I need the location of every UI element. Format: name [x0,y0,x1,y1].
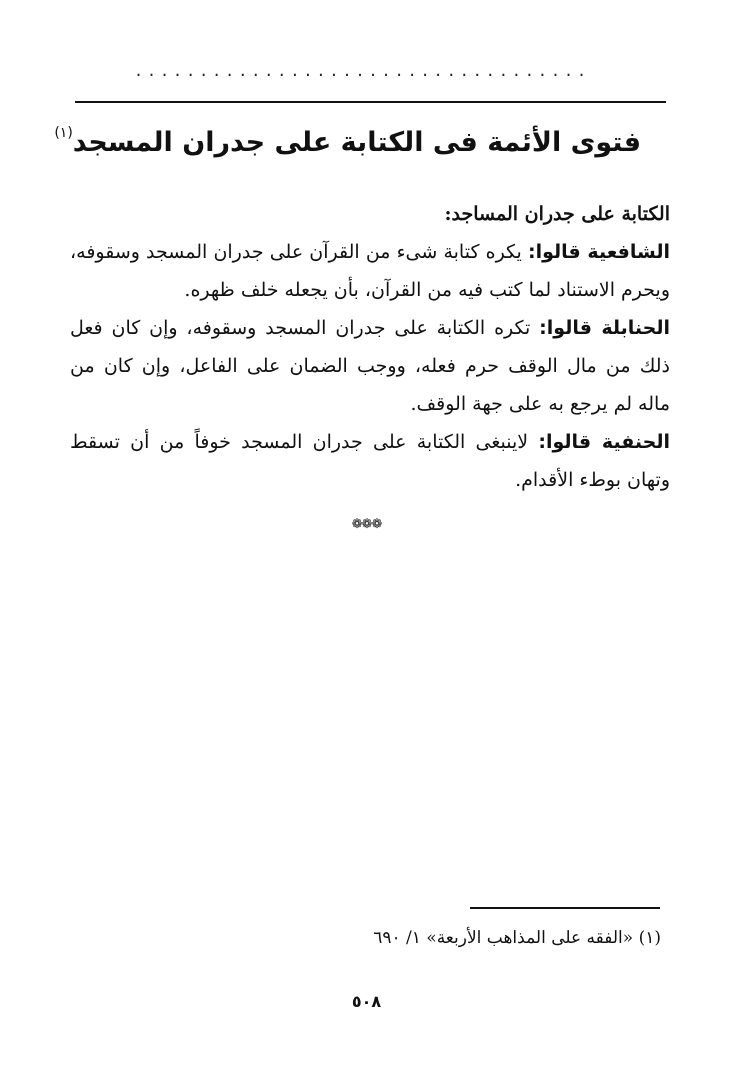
header-dotted-line: ................................... [133,62,591,80]
paragraph-hanbali [70,309,670,423]
paragraph-shafii [70,233,670,309]
page-number: ٥٠٨ [351,992,382,1011]
paragraph-hanafi [70,423,670,499]
footnote-rule [470,907,660,909]
page-title-text: فتوى الأئمة فى الكتابة على جدران المسجد [72,127,641,158]
paragraph-lead: الشافعية قالوا: [527,241,670,263]
paragraph-lead: الحنفية قالوا: [538,431,670,453]
paragraph-lead: الحنابلة قالوا: [539,317,670,339]
paragraph-text: تكره الكتابة على جدران المسجد وسقوفه، وإن كان فعل ذلك من مال الوقف حرم فعله، ووجب الضمان على الفاعل، وإن كان من ماله لم يرجع به على جهة الوقف. [70,317,670,415]
header-rule [75,101,666,103]
section-heading: الكتابة على جدران المساجد: [444,203,670,225]
page-title [54,108,641,168]
title-footnote-marker: (١) [54,125,73,141]
paragraph-text: لاينبغى الكتابة على جدران المسجد خوفاً من أن تسقط وتهان بوطء الأقدام. [70,431,670,491]
section-ornament: ❁❁❁ [351,517,382,532]
body-text [70,195,670,499]
paragraph-text: يكره كتابة شىء من القرآن على جدران المسجد وسقوفه، ويحرم الاستناد لما كتب فيه من القرآن، بأن يجعله خلف ظهره. [70,241,670,301]
footnote: (١) «الفقه على المذاهب الأربعة» ١/ ٦٩٠ [373,928,661,948]
